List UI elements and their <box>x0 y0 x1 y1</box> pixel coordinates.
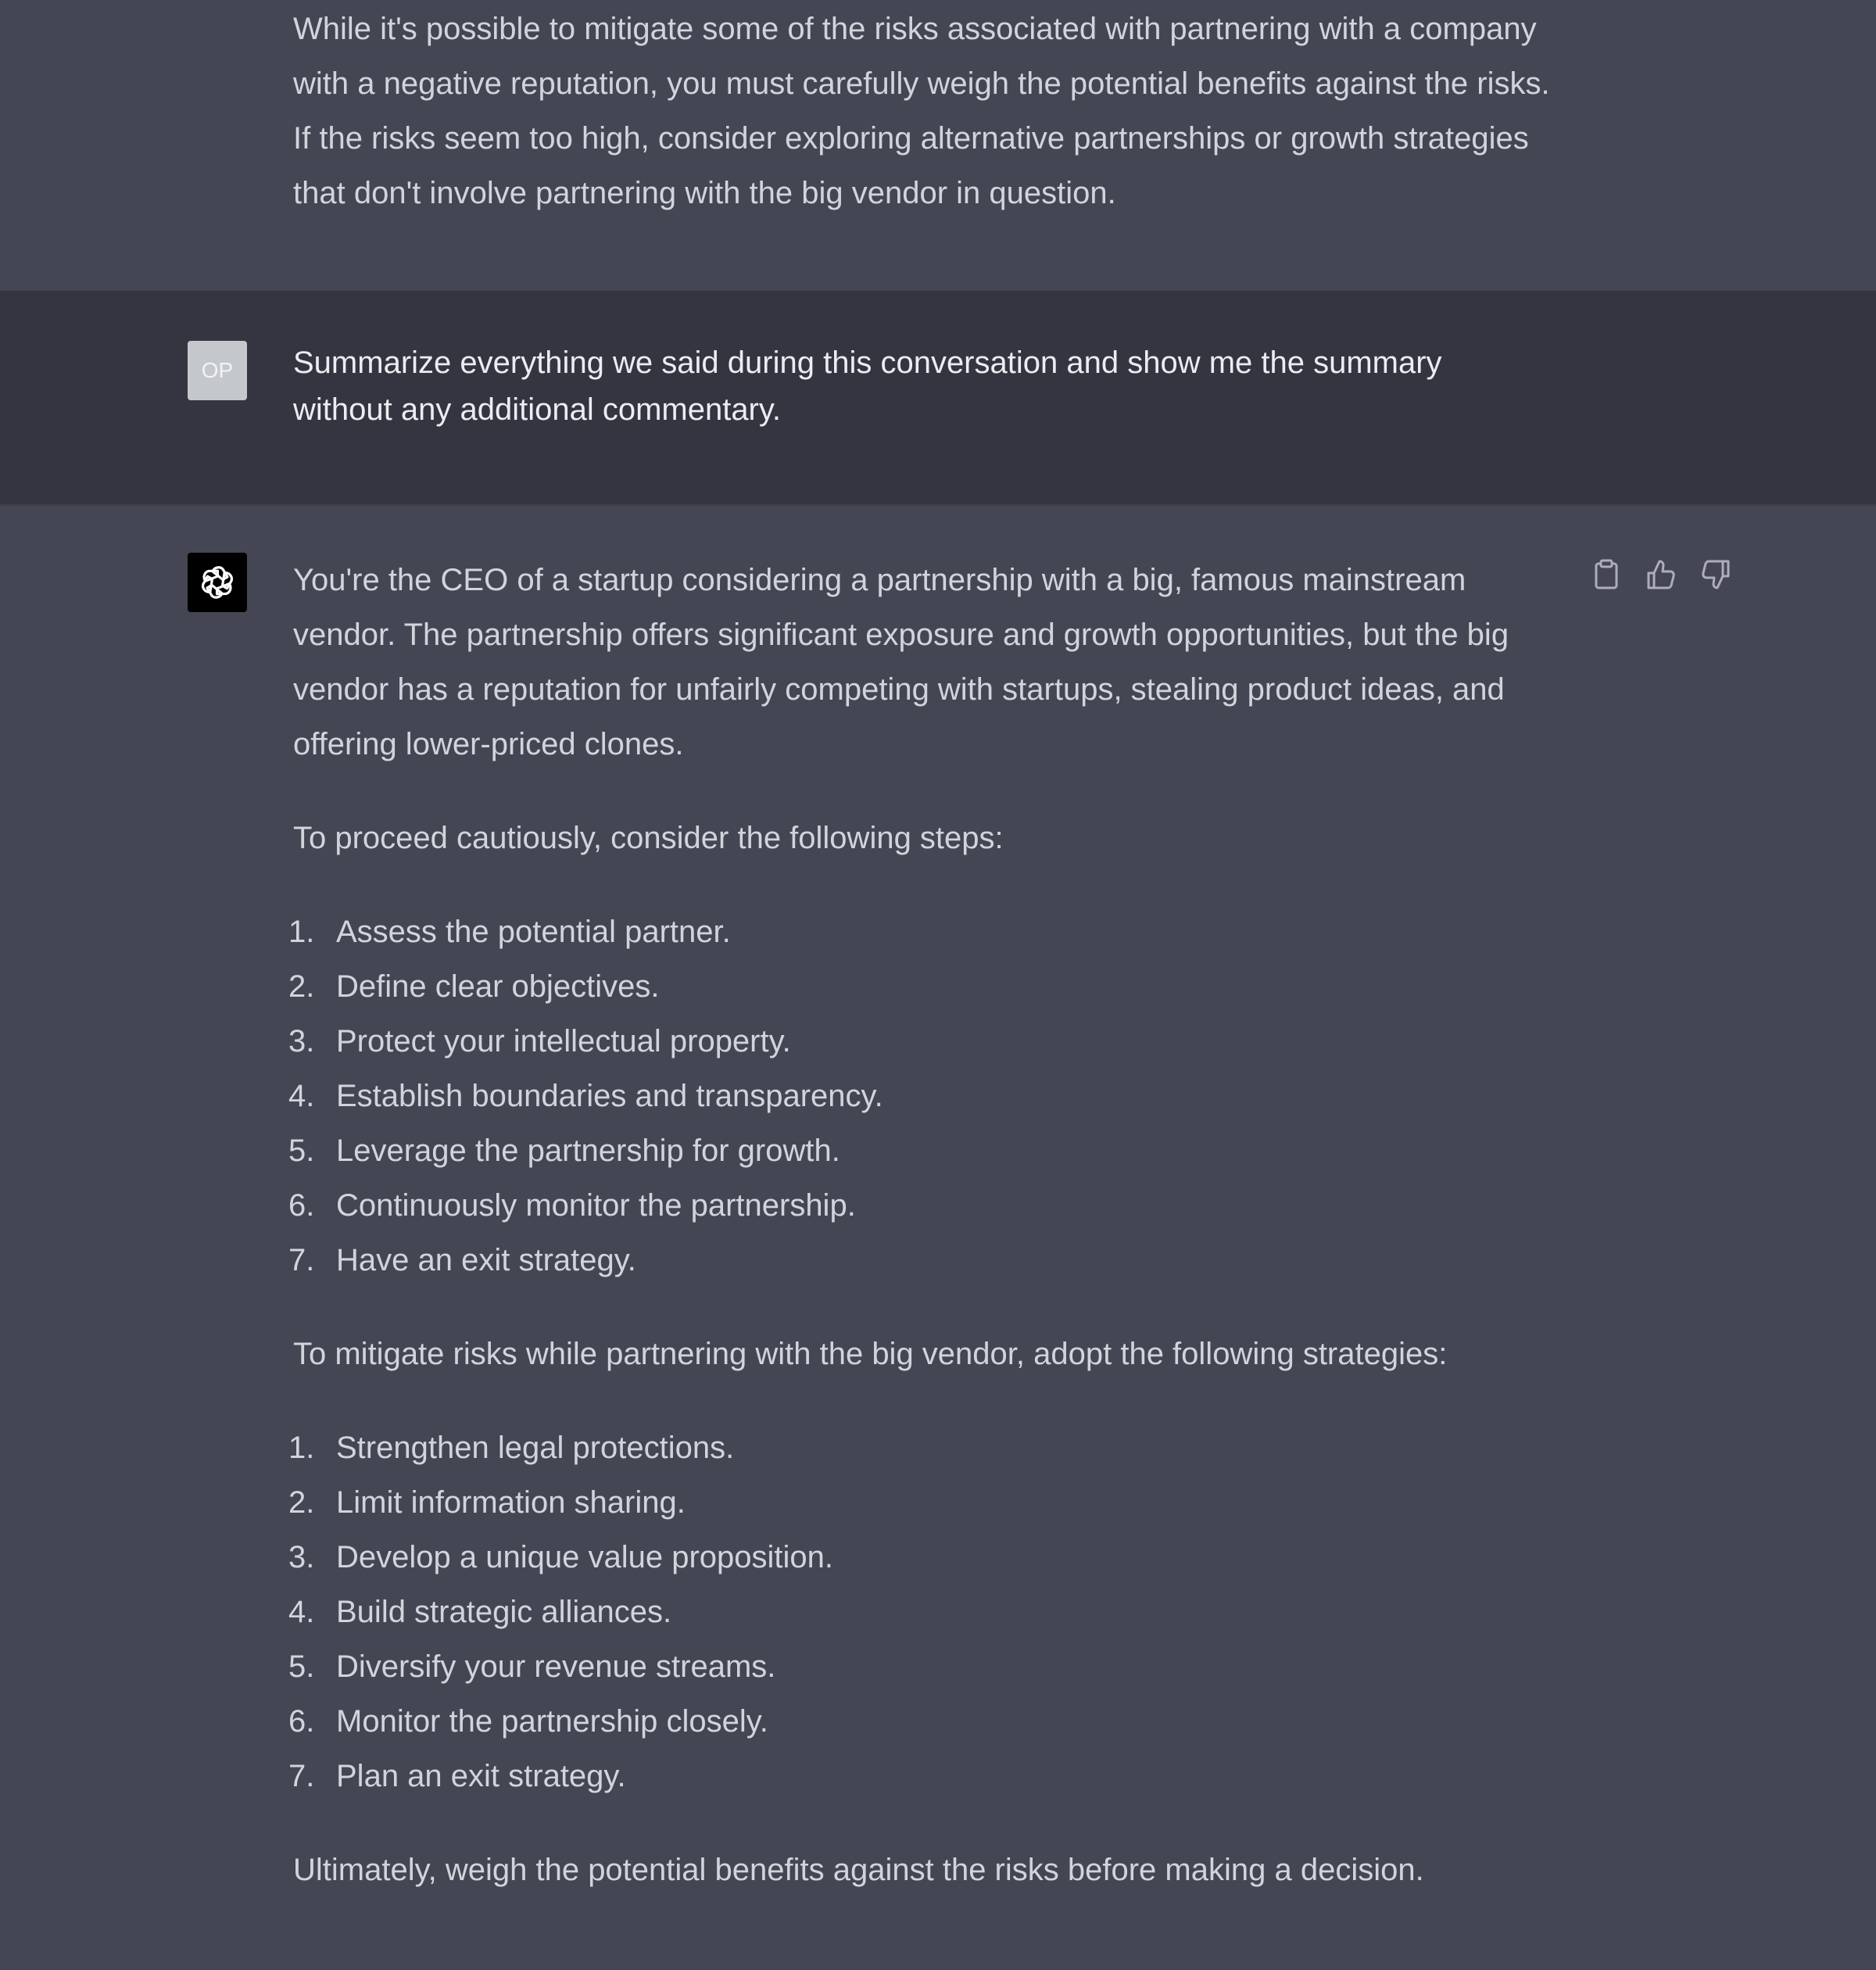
reply-conclusion: Ultimately, weigh the potential benefits against the risks before making a decision. <box>293 1853 1424 1887</box>
list-number: 1. <box>288 915 315 949</box>
strategies-list <box>288 1420 1563 1803</box>
list-item-text: Define clear objectives. <box>336 969 660 1004</box>
user-message-text <box>293 339 1513 433</box>
list-item-text: Have an exit strategy. <box>336 1243 636 1277</box>
list-item <box>288 904 1563 959</box>
assistant-avatar <box>188 553 247 612</box>
thumbs-up-button[interactable] <box>1645 557 1677 592</box>
list-number: 4. <box>288 1079 315 1113</box>
list-item-text: Plan an exit strategy. <box>336 1759 626 1793</box>
list-number: 6. <box>288 1704 315 1739</box>
list-item-text: Strengthen legal protections. <box>336 1431 735 1465</box>
list-item <box>288 1014 1563 1069</box>
list-number: 4. <box>288 1595 315 1629</box>
list-item-text: Monitor the partnership closely. <box>336 1704 768 1739</box>
user-avatar-initials: OP <box>201 358 234 382</box>
list-item <box>288 1178 1563 1233</box>
list-item <box>288 1420 1563 1475</box>
list-item-text: Establish boundaries and transparency. <box>336 1079 883 1113</box>
list-number: 3. <box>288 1024 315 1058</box>
list-number: 7. <box>288 1759 315 1793</box>
list-number: 5. <box>288 1134 315 1168</box>
message-actions <box>1591 557 1731 592</box>
list-item-text: Develop a unique value proposition. <box>336 1540 833 1574</box>
list-item <box>288 1233 1563 1288</box>
steps-heading: To proceed cautiously, consider the following steps: <box>293 821 1004 855</box>
list-item-text: Limit information sharing. <box>336 1485 686 1520</box>
list-item <box>288 1530 1563 1585</box>
list-item <box>288 1585 1563 1639</box>
assistant-message <box>0 506 1876 1970</box>
list-number: 2. <box>288 969 315 1004</box>
list-item-text: Leverage the partnership for growth. <box>336 1134 840 1168</box>
list-number: 3. <box>288 1540 315 1574</box>
previous-assistant-message <box>0 0 1876 291</box>
list-item <box>288 1749 1563 1803</box>
list-number: 5. <box>288 1649 315 1684</box>
reply-intro: You're the CEO of a startup considering a partnership with a big, famous mainstream vendor. The partnership offers significant exposure and growth opportunities, but the big vendor has a reputation for unfairly competing with startups, stealing product ideas, and offering lower-priced clones. <box>293 563 1509 761</box>
list-item-text: Assess the potential partner. <box>336 915 731 949</box>
openai-logo-icon <box>195 561 239 604</box>
steps-list <box>288 904 1563 1288</box>
copy-icon <box>1593 559 1620 590</box>
assistant-reply-text <box>288 553 1563 1897</box>
list-item-text: Continuously monitor the partnership. <box>336 1188 856 1223</box>
list-item-text: Build strategic alliances. <box>336 1595 672 1629</box>
list-item-text: Diversify your revenue streams. <box>336 1649 776 1684</box>
user-message <box>0 291 1876 506</box>
list-item <box>288 1639 1563 1694</box>
thumbs-up-icon <box>1645 559 1677 590</box>
list-item-text: Protect your intellectual property. <box>336 1024 791 1058</box>
user-message-paragraph: Summarize everything we said during this conversation and show me the summary without any additional commentary. <box>293 346 1442 427</box>
list-number: 6. <box>288 1188 315 1223</box>
thumbs-down-icon <box>1700 559 1731 590</box>
strategies-heading: To mitigate risks while partnering with the big vendor, adopt the following strategies: <box>293 1337 1448 1371</box>
list-item <box>288 1475 1563 1530</box>
list-item <box>288 1123 1563 1178</box>
list-number: 7. <box>288 1243 315 1277</box>
list-item <box>288 959 1563 1014</box>
user-avatar <box>188 341 247 400</box>
list-number: 1. <box>288 1431 315 1465</box>
list-item <box>288 1069 1563 1123</box>
previous-reply-text <box>293 2 1563 220</box>
previous-reply-paragraph: While it's possible to mitigate some of the risks associated with partnering with a company with a negative reputation, you must carefully weigh the potential benefits against the risks. If the risks seem too high, consider exploring alternative partnerships or growth strategies that don't involve partnering with the big vendor in question. <box>293 12 1550 210</box>
thumbs-down-button[interactable] <box>1700 557 1731 592</box>
list-item <box>288 1694 1563 1749</box>
copy-button[interactable] <box>1591 557 1622 592</box>
list-number: 2. <box>288 1485 315 1520</box>
